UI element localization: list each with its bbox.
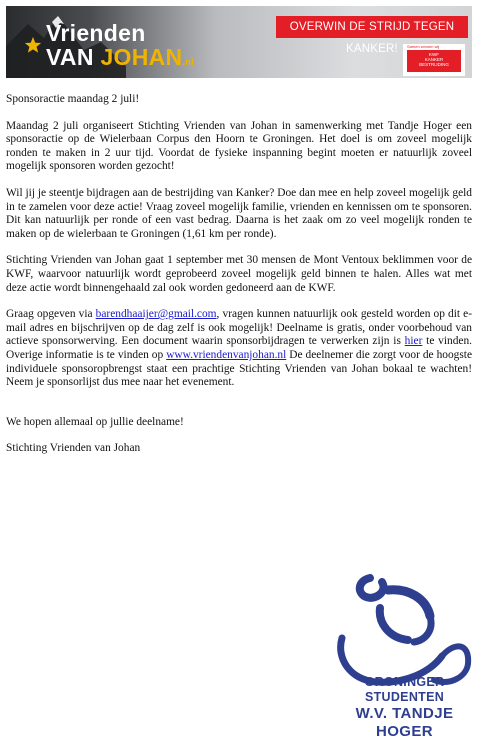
club-name-line1: GRONINGER STUDENTEN (364, 675, 445, 704)
kwf-slogan: Samen winnen wij (407, 44, 440, 49)
logo-word-van-johan (46, 44, 194, 71)
kwf-line2: KANKER (424, 57, 444, 62)
paragraph-signup (6, 308, 472, 390)
star-icon (24, 36, 42, 54)
logo-word-vrienden: Vrienden (46, 20, 146, 46)
header-banner (6, 6, 472, 78)
website-link[interactable]: www.vriendenvanjohan.nl (166, 348, 287, 361)
kwf-line1: KWF (429, 52, 439, 57)
kwf-badge (407, 50, 461, 72)
tagline: OVERWIN DE STRIJD TEGEN KANKER! (276, 16, 468, 38)
kwf-line3: BESTRIJDING (419, 62, 449, 67)
logo-van: VAN (46, 44, 101, 70)
club-name-line2: W.V. TANDJE HOGER (355, 705, 454, 740)
signup-text-d: De deelnemer die zorgt voor de hoogste individuele sponsoropbrengst staat een prachtige Stichting Vrienden van Johan bokaal te wachten! Neem je sponsorlijst dus mee naar het evenement. (6, 348, 472, 389)
signup-text-b: , vragen kunnen natuurlijk ook gesteld worden op dit e-mail adres en bijschrijven op de dag zelf is ook mogelijk! Deelname is gratis, onder voorbehoud van actieve sponsorwerving. Een document waarin sponsorbijdragen te verwerken zijn is (6, 308, 472, 348)
signature: Stichting Vrienden van Johan (6, 442, 141, 455)
club-name (332, 675, 477, 741)
paragraph-intro: Maandag 2 juli organiseert Stichting Vrienden van Johan in samenwerking met Tandje Hoger een sponsoractie op de Wielerbaan Corpus den Hoorn te Groningen. Het doel is om zoveel mogelijk ronden te maken in 2 uur tijd. Voordat de fysieke inspanning begint moeten er natuurlijk zoveel mogelijk sponsoren worden gezocht! (6, 119, 472, 173)
logo-johan: JOHAN (100, 44, 183, 70)
signup-text-c: te vinden. Overige informatie is te vinden op (6, 335, 473, 361)
paragraph-mont-ventoux: Stichting Vrienden van Johan gaat 1 september met 30 mensen de Mont Ventoux beklimmen voor de KWF, waarvoor natuurlijk wordt geprobeerd zoveel mogelijk geld binnen te halen. Alles wat met deze actie wordt binnengehaald zal ook worden gedoneerd aan de KWF. (6, 254, 472, 294)
logo-nl: .nl (182, 57, 194, 67)
email-heading: Sponsoractie maandag 2 juli! (6, 93, 140, 105)
signup-text-a: Graag opgeven via (6, 308, 96, 321)
paragraph-call-to-action: Wil jij je steentje bijdragen aan de bestrijding van Kanker? Doe dan mee en help zoveel mogelijk geld in te zamelen voor deze actie! Vraag zoveel mogelijk familie, vrienden en kennissen om te sponsoren. Dit kan natuurlijk per ronde of een vast bedrag. Daarna is het zaak om zo veel mogelijk ronden te maken op de wielerbaan te Groningen (1,61 km per ronde). (6, 186, 472, 240)
email-link[interactable]: barendhaaijer@gmail.com (95, 308, 217, 321)
document-link[interactable]: hier (404, 335, 423, 348)
kwf-logo (403, 44, 465, 76)
closing-line: We hopen allemaal op jullie deelname! (6, 415, 184, 428)
email-body (6, 93, 472, 469)
